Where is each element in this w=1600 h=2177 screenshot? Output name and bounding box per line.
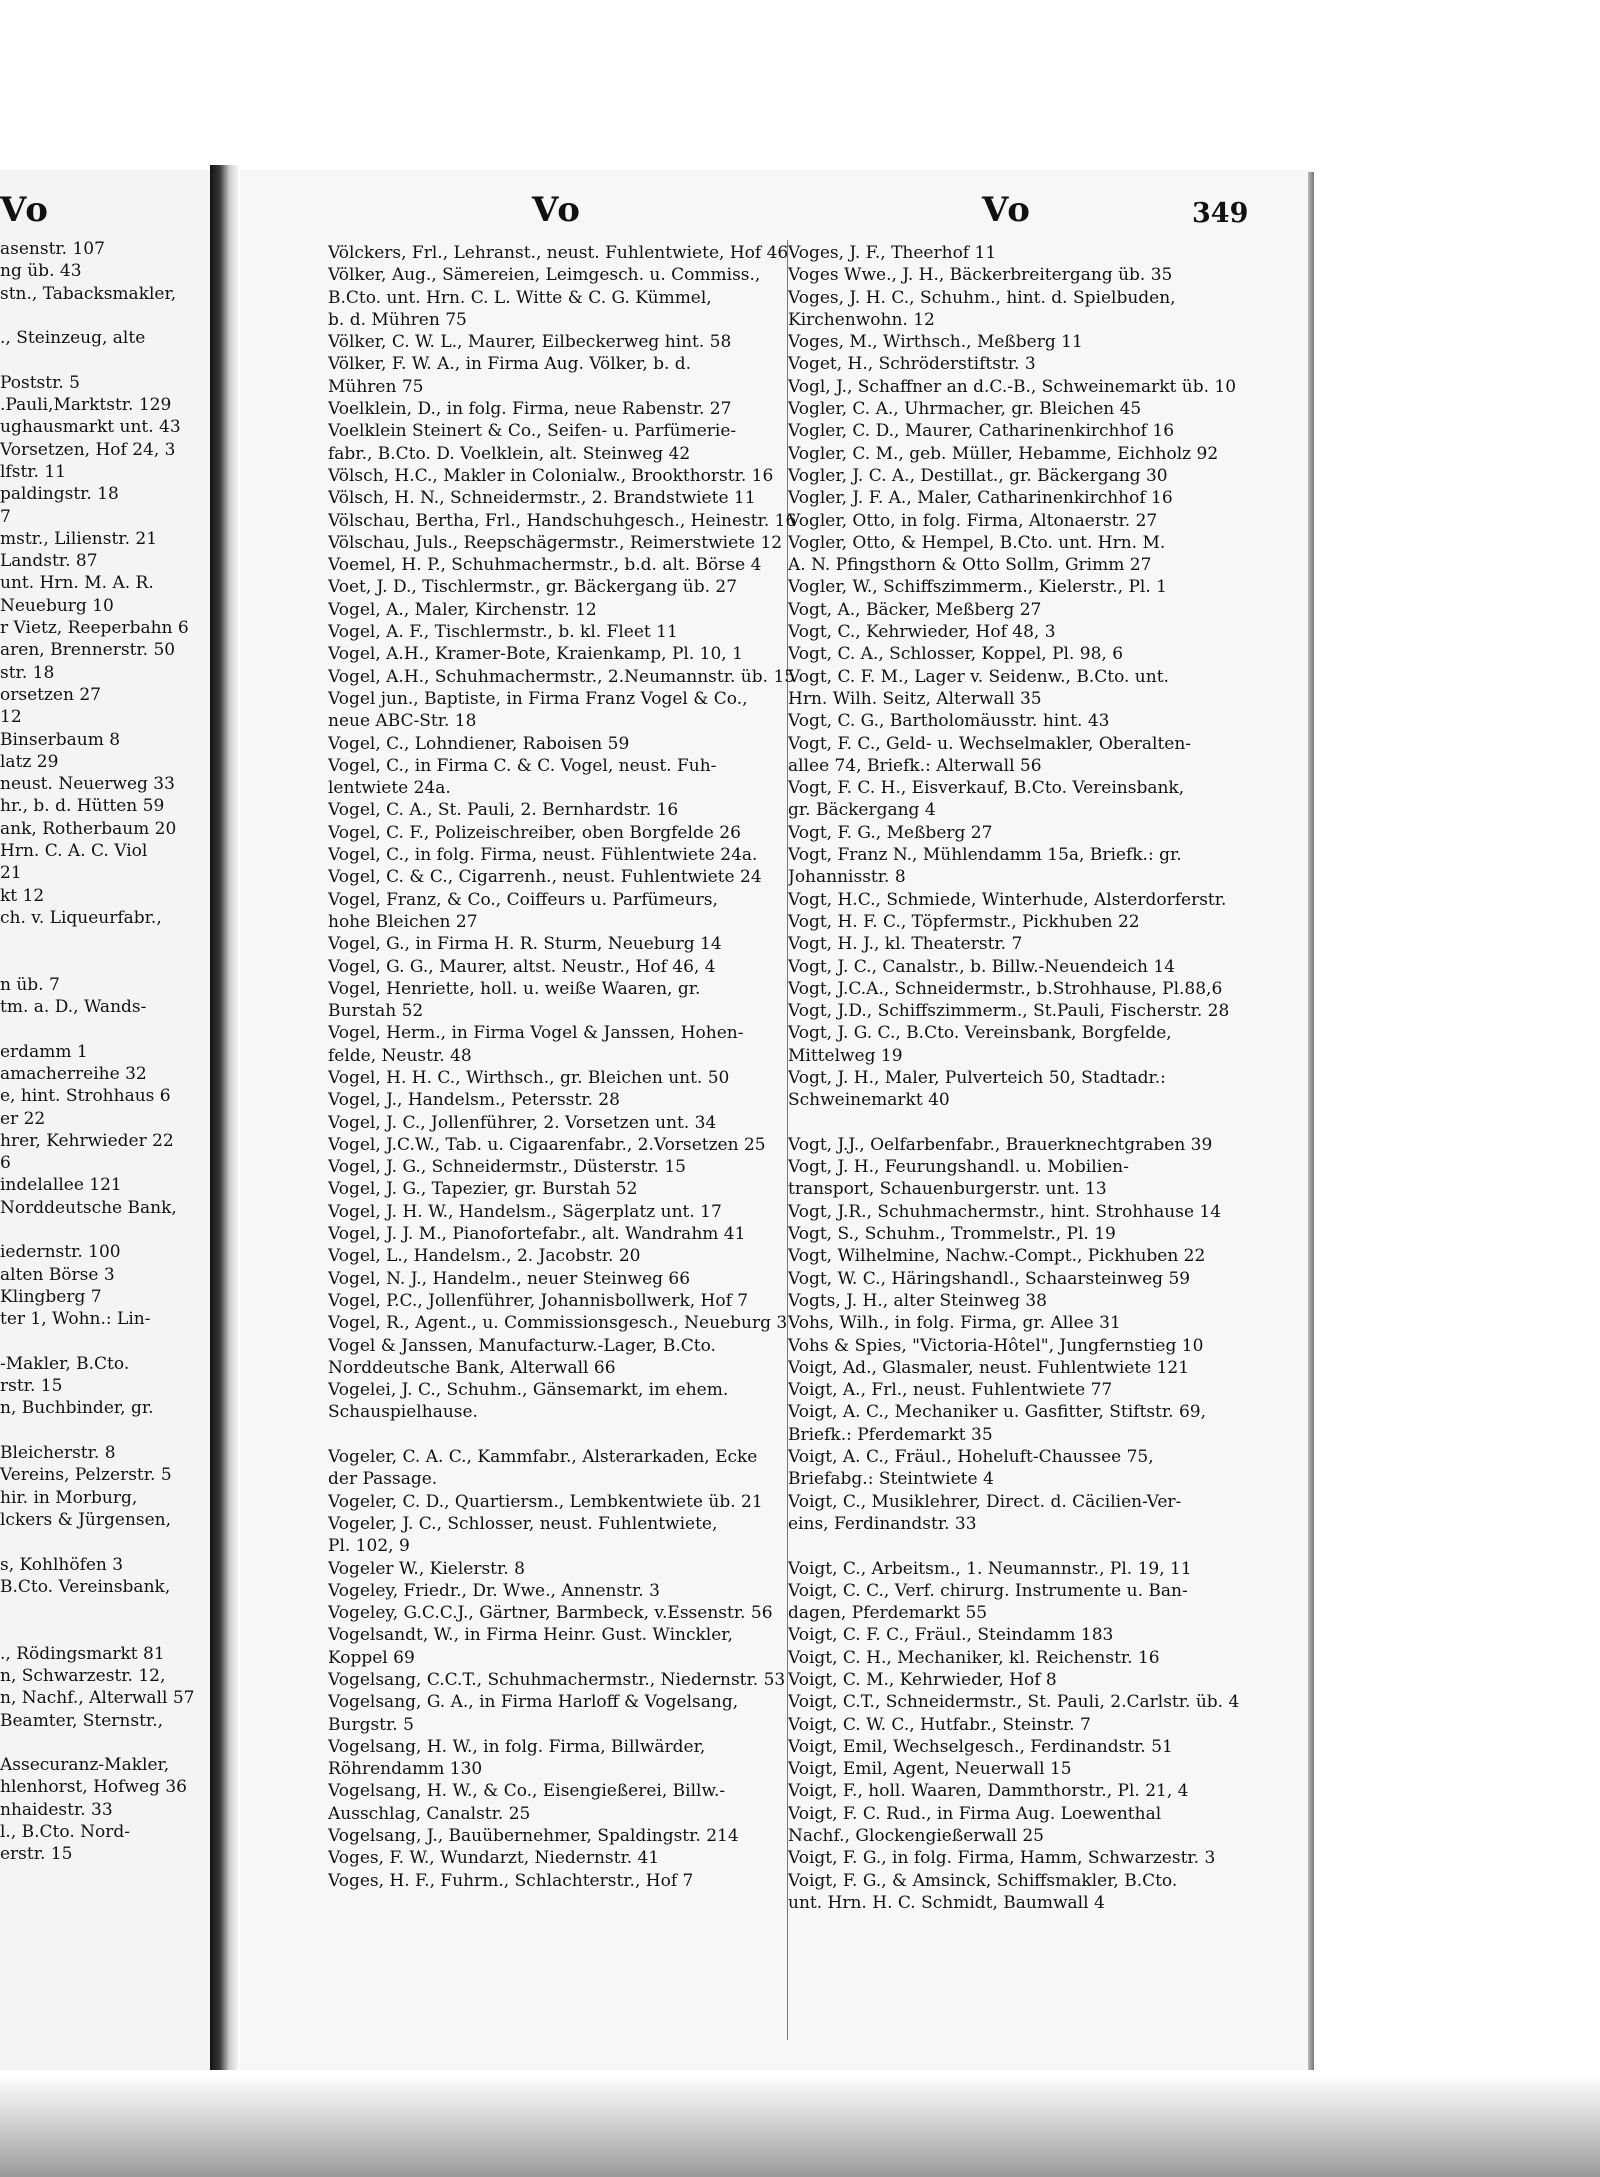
directory-entry-line: .Pauli,Marktstr. 129	[0, 395, 172, 416]
directory-entry-line: Vogel, Henriette, holl. u. weiße Waaren, gr.	[328, 978, 701, 999]
directory-entry-line: Vogel, J. G., Tapezier, gr. Burstah 52	[328, 1179, 638, 1200]
directory-entry-line: r Vietz, Reeperbahn 6	[0, 618, 189, 639]
directory-entry-line: Voigt, F. G., in folg. Firma, Hamm, Schwarzestr. 3	[788, 1848, 1216, 1869]
scan-background	[0, 2075, 1600, 2177]
directory-entry-line: b. d. Mühren 75	[328, 309, 467, 330]
directory-entry-line: Beamter, Sternstr.,	[0, 1710, 164, 1731]
directory-entry-line: Vogler, C. M., geb. Müller, Hebamme, Eichholz 92	[788, 443, 1219, 464]
directory-entry-line: dagen, Pferdemarkt 55	[788, 1603, 988, 1624]
directory-entry-line: 7	[0, 506, 11, 527]
directory-entry-line: Vogeley, Friedr., Dr. Wwe., Annenstr. 3	[328, 1580, 660, 1601]
directory-entry-line: Voet, J. D., Tischlermstr., gr. Bäckergang üb. 27	[328, 577, 738, 598]
directory-entry-line: n, Nachf., Alterwall 57	[0, 1688, 195, 1709]
directory-entry-line: alten Börse 3	[0, 1264, 115, 1285]
directory-entry-line: Vogt, F. G., Meßberg 27	[788, 822, 993, 843]
directory-entry-line: Vogeler, J. C., Schlosser, neust. Fuhlentwiete,	[328, 1513, 718, 1534]
directory-entry-line: Vogel, Franz, & Co., Coiffeurs u. Parfümeurs,	[328, 889, 718, 910]
directory-entry-line: Vogt, C. G., Bartholomäusstr. hint. 43	[788, 711, 1110, 732]
directory-entry-line: Vogt, J.R., Schuhmachermstr., hint. Strohhause 14	[788, 1201, 1222, 1222]
directory-entry-line: Vogt, F. C. H., Eisverkauf, B.Cto. Vereinsbank,	[788, 778, 1185, 799]
directory-entry-line: Vogel, J., Handelsm., Petersstr. 28	[328, 1090, 620, 1111]
directory-entry-line: Kirchenwohn. 12	[788, 309, 935, 330]
directory-entry-line: hlenhorst, Hofweg 36	[0, 1777, 187, 1798]
directory-entry-line: ., Rödingsmarkt 81	[0, 1643, 165, 1664]
directory-entry-line: Vogt, J. H., Maler, Pulverteich 50, Stadtadr.:	[788, 1067, 1166, 1088]
directory-entry-line: Voges, J. F., Theerhof 11	[788, 243, 997, 263]
directory-entry-line: Ausschlag, Canalstr. 25	[328, 1803, 531, 1824]
right-page	[240, 170, 1312, 2070]
directory-entry-line: erdamm 1	[0, 1041, 88, 1062]
directory-entry-line: eins, Ferdinandstr. 33	[788, 1513, 977, 1534]
directory-entry-line: Vogel, G., in Firma H. R. Sturm, Neueburg 14	[328, 934, 722, 955]
directory-entry-line: Völschau, Juls., Reepschägermstr., Reimerstwiete 12	[328, 532, 783, 553]
directory-entry-line: Vogt, C., Kehrwieder, Hof 48, 3	[788, 622, 1056, 643]
directory-entry-line: Vogelsang, J., Bauübernehmer, Spaldingstr. 214	[328, 1826, 739, 1847]
directory-entry-line	[0, 1598, 205, 1620]
directory-entry-line: Vogel, A.H., Schuhmachermstr., 2.Neumannstr. üb. 15	[328, 666, 796, 687]
directory-entry-line: Briefk.: Pferdemarkt 35	[788, 1424, 993, 1445]
directory-entry-line: mstr., Lilienstr. 21	[0, 528, 158, 549]
directory-entry-line: Voigt, F. G., & Amsinck, Schiffsmakler, B.Cto.	[788, 1870, 1178, 1891]
directory-entry-line: Vogel, C. A., St. Pauli, 2. Bernhardstr. 16	[328, 800, 679, 821]
directory-entry-line: Vogel jun., Baptiste, in Firma Franz Vogel & Co.,	[328, 688, 748, 709]
directory-entry-line: Vogt, F. C., Geld- u. Wechselmakler, Oberalten-	[788, 733, 1192, 754]
directory-entry-line: Binserbaum 8	[0, 729, 121, 750]
directory-entry-line: Vorsetzen, Hof 24, 3	[0, 439, 176, 460]
directory-entry-line: Voges, J. H. C., Schuhm., hint. d. Spielbuden,	[788, 287, 1176, 308]
directory-entry-line: iedernstr. 100	[0, 1242, 121, 1263]
directory-entry-line: -Makler, B.Cto.	[0, 1353, 130, 1374]
directory-entry-line: Voigt, A. C., Fräul., Hoheluft-Chaussee 75,	[788, 1447, 1154, 1468]
directory-entry-line: Vogt, J. H., Feurungshandl. u. Mobilien-	[788, 1157, 1129, 1178]
directory-entry-line: ng üb. 43	[0, 261, 82, 282]
directory-entry-line: Voigt, Ad., Glasmaler, neust. Fuhlentwiete 121	[788, 1357, 1190, 1378]
directory-entry-line: lfstr. 11	[0, 461, 66, 482]
directory-entry-line: A. N. Pfingsthorn & Otto Sollm, Grimm 27	[788, 555, 1152, 576]
directory-entry-line: paldingstr. 18	[0, 484, 119, 505]
directory-entry-line: Voges Wwe., J. H., Bäckerbreitergang üb. 35	[788, 265, 1173, 286]
directory-entry-line: Vogel, P.C., Jollenführer, Johannisbollwerk, Hof 7	[328, 1290, 749, 1311]
directory-entry-line: Vogel, A.H., Kramer-Bote, Kraienkamp, Pl. 10, 1	[328, 644, 743, 665]
directory-entry-line: Vogel, C., Lohndiener, Raboisen 59	[328, 733, 630, 754]
directory-entry-line: n, Schwarzestr. 12,	[0, 1666, 166, 1686]
directory-entry-line: Voigt, Emil, Wechselgesch., Ferdinandstr. 51	[788, 1736, 1173, 1757]
directory-entry-line: Voges, M., Wirthsch., Meßberg 11	[788, 332, 1083, 353]
directory-entry-line: Vogt, C. F. M., Lager v. Seidenw., B.Cto. unt.	[788, 666, 1169, 687]
directory-entry-line: Burstah 52	[328, 1001, 424, 1022]
directory-entry-line: Johannisstr. 8	[788, 867, 906, 888]
directory-entry-line: Vogeler, C. A. C., Kammfabr., Alsterarkaden, Ecke	[328, 1447, 758, 1468]
directory-entry-line: er 22	[0, 1108, 46, 1129]
directory-entry-line: kt 12	[0, 885, 45, 906]
directory-entry-line: hohe Bleichen 27	[328, 911, 478, 932]
directory-entry-line: Vogel, C., in Firma C. & C. Vogel, neust. Fuh-	[328, 755, 717, 776]
directory-entry-line	[0, 952, 205, 974]
directory-entry-line: Völker, Aug., Sämereien, Leimgesch. u. Commiss.,	[328, 265, 761, 286]
directory-entry-line: Koppel 69	[328, 1647, 415, 1668]
directory-entry-line: ank, Rotherbaum 20	[0, 818, 177, 839]
directory-entry-line: Vogt, Franz N., Mühlendamm 15a, Briefk.: gr.	[788, 845, 1182, 866]
directory-entry-line: Vogt, Wilhelmine, Nachw.-Compt., Pickhuben 22	[788, 1246, 1206, 1267]
directory-entry-line: Voges, F. W., Wundarzt, Niedernstr. 41	[328, 1848, 660, 1869]
directory-entry-line: Vogler, J. F. A., Maler, Catharinenkirchhof 16	[788, 488, 1173, 509]
directory-entry-line: Vogt, J.D., Schiffszimmerm., St.Pauli, Fischerstr. 28	[788, 1001, 1230, 1022]
directory-entry-line: Vogel, R., Agent., u. Commissionsgesch., Neueburg 3	[328, 1313, 788, 1334]
directory-entry-line: fabr., B.Cto. D. Voelklein, alt. Steinweg 42	[328, 443, 691, 464]
page-edge	[1308, 172, 1314, 2070]
directory-entry-line: Hrn. Wilh. Seitz, Alterwall 35	[788, 688, 1042, 709]
directory-entry-line: Vogel, J. J. M., Pianofortefabr., alt. Wandrahm 41	[328, 1224, 746, 1245]
directory-entry-line: neue ABC-Str. 18	[328, 711, 477, 732]
directory-entry-line: e, hint. Strohhaus 6	[0, 1086, 171, 1107]
directory-column-right	[788, 242, 1288, 1914]
directory-entry-line: latz 29	[0, 751, 59, 772]
book-gutter	[210, 165, 238, 2070]
directory-entry-line: Assecuranz-Makler,	[0, 1755, 170, 1776]
directory-entry-line: unt. Hrn. M. A. R.	[0, 573, 154, 594]
directory-entry-line: Voigt, C.T., Schneidermstr., St. Pauli, 2.Carlstr. üb. 4	[788, 1692, 1240, 1713]
directory-entry-line: Voemel, H. P., Schuhmachermstr., b.d. alt. Börse 4	[328, 555, 762, 576]
directory-entry-line	[788, 1112, 1288, 1134]
directory-entry-line: 6	[0, 1153, 11, 1174]
directory-entry-line: Voigt, C. H., Mechaniker, kl. Reichenstr. 16	[788, 1647, 1160, 1668]
directory-entry-line: Vogelsang, H. W., in folg. Firma, Billwärder,	[328, 1736, 706, 1757]
directory-entry-line: Vogler, C. A., Uhrmacher, gr. Bleichen 45	[788, 399, 1142, 420]
directory-column-left	[328, 242, 796, 1892]
directory-entry-line: Vogt, J. G. C., B.Cto. Vereinsbank, Borgfelde,	[788, 1023, 1172, 1044]
directory-entry-line: felde, Neustr. 48	[328, 1045, 472, 1066]
directory-entry-line: Vogel, C., in folg. Firma, neust. Fühlentwiete 24a.	[328, 845, 758, 866]
directory-entry-line	[0, 1620, 205, 1642]
left-page	[0, 170, 230, 2070]
directory-entry-line: Vogelsandt, W., in Firma Heinr. Gust. Winckler,	[328, 1625, 733, 1646]
directory-entry-line: Voigt, F., holl. Waaren, Dammthorstr., Pl. 21, 4	[788, 1781, 1189, 1802]
directory-entry-line: Vogel, N. J., Handelm., neuer Steinweg 66	[328, 1268, 691, 1289]
directory-entry-line	[0, 1732, 205, 1754]
directory-entry-line: Vogel, J. H. W., Handelsm., Sägerplatz unt. 17	[328, 1201, 722, 1222]
directory-entry-line: 21	[0, 863, 22, 884]
directory-entry-line: Nachf., Glockengießerwall 25	[788, 1826, 1044, 1847]
directory-entry-line: Vogl, J., Schaffner an d.C.-B., Schweinemarkt üb. 10	[788, 376, 1237, 397]
directory-entry-line: Vogt, W. C., Häringshandl., Schaarsteinweg 59	[788, 1268, 1191, 1289]
directory-entry-line: Vogler, W., Schiffszimmerm., Kielerstr., Pl. 1	[788, 577, 1167, 598]
directory-entry-line: hir. in Morburg,	[0, 1487, 138, 1508]
directory-entry-line: Röhrendamm 130	[328, 1759, 483, 1780]
directory-entry-line: Vogel & Janssen, Manufacturw.-Lager, B.Cto.	[328, 1335, 716, 1356]
directory-entry-line: Vogts, J. H., alter Steinweg 38	[788, 1290, 1047, 1311]
directory-entry-line: Vogt, S., Schuhm., Trommelstr., Pl. 19	[788, 1224, 1116, 1245]
directory-entry-line: ., Steinzeug, alte	[0, 328, 146, 349]
directory-entry-line: orsetzen 27	[0, 684, 101, 705]
directory-entry-line: Vogt, A., Bäcker, Meßberg 27	[788, 599, 1042, 620]
page-number: 349	[1192, 198, 1249, 229]
directory-entry-line: B.Cto. Vereinsbank,	[0, 1576, 171, 1597]
directory-entry-line: Vohs & Spies, "Victoria-Hôtel", Jungfernstieg 10	[788, 1335, 1204, 1356]
directory-entry-line: Vogel, H. H. C., Wirthsch., gr. Bleichen unt. 50	[328, 1067, 730, 1088]
directory-entry-line: Völckers, Frl., Lehranst., neust. Fuhlentwiete, Hof 46	[328, 243, 789, 263]
directory-entry-line: n üb. 7	[0, 974, 60, 995]
directory-entry-line: ughausmarkt unt. 43	[0, 417, 181, 438]
directory-entry-line: Vogel, C. & C., Cigarrenh., neust. Fuhlentwiete 24	[328, 867, 762, 888]
directory-entry-line: rstr. 15	[0, 1376, 63, 1397]
directory-entry-line: s, Kohlhöfen 3	[0, 1554, 124, 1575]
directory-entry-line: Völker, F. W. A., in Firma Aug. Völker, b. d.	[328, 354, 692, 375]
directory-entry-line: unt. Hrn. H. C. Schmidt, Baumwall 4	[788, 1892, 1105, 1913]
directory-entry-line: Vogt, J.C.A., Schneidermstr., b.Strohhause, Pl.88,6	[788, 978, 1223, 999]
directory-entry-line	[0, 305, 205, 327]
directory-entry-line: Vogt, H. F. C., Töpfermstr., Pickhuben 22	[788, 911, 1140, 932]
directory-entry-line: Pl. 102, 9	[328, 1536, 410, 1557]
directory-entry-line	[0, 349, 205, 371]
directory-entry-line: Mittelweg 19	[788, 1045, 903, 1066]
directory-entry-line: tm. a. D., Wands-	[0, 997, 147, 1018]
directory-entry-line: Vogel, J. G., Schneidermstr., Düsterstr. 15	[328, 1157, 686, 1178]
directory-entry-line: Voigt, F. C. Rud., in Firma Aug. Loewenthal	[788, 1803, 1162, 1824]
directory-entry-line: Voigt, C. W. C., Hutfabr., Steinstr. 7	[788, 1714, 1091, 1735]
directory-entry-line: 12	[0, 707, 22, 728]
directory-entry-line: Voigt, C., Arbeitsm., 1. Neumannstr., Pl. 19, 11	[788, 1558, 1192, 1579]
directory-entry-line: str. 18	[0, 662, 55, 683]
directory-entry-line: Voigt, A., Frl., neust. Fuhlentwiete 77	[788, 1380, 1113, 1401]
directory-entry-line: hr., b. d. Hütten 59	[0, 796, 165, 817]
directory-entry-line: Hrn. C. A. C. Viol	[0, 841, 148, 862]
directory-entry-line: Neueburg 10	[0, 595, 114, 616]
directory-entry-line: Norddeutsche Bank,	[0, 1197, 177, 1218]
directory-entry-line: Voget, H., Schröderstiftstr. 3	[788, 354, 1036, 375]
directory-entry-line: gr. Bäckergang 4	[788, 800, 936, 821]
directory-entry-line: Vogel, C. F., Polizeischreiber, oben Borgfelde 26	[328, 822, 741, 843]
directory-entry-line: Bleicherstr. 8	[0, 1443, 116, 1464]
directory-entry-line: lentwiete 24a.	[328, 778, 451, 799]
directory-entry-line: Vogel, L., Handelsm., 2. Jacobstr. 20	[328, 1246, 641, 1267]
right-column-header: Vo	[982, 190, 1032, 230]
directory-entry-line	[0, 1018, 205, 1040]
directory-entry-line: Vogeler, C. D., Quartiersm., Lembkentwiete üb. 21	[328, 1491, 763, 1512]
directory-entry-line: ch. v. Liqueurfabr.,	[0, 907, 162, 928]
directory-entry-line: transport, Schauenburgerstr. unt. 13	[788, 1179, 1107, 1200]
directory-entry-line: Vogeler W., Kielerstr. 8	[328, 1558, 525, 1579]
directory-entry-line: Vogt, H. J., kl. Theaterstr. 7	[788, 934, 1023, 955]
directory-entry-line: Vogler, Otto, in folg. Firma, Altonaerstr. 27	[788, 510, 1158, 531]
directory-entry-line	[0, 1531, 205, 1553]
directory-entry-line: ter 1, Wohn.: Lin-	[0, 1309, 151, 1330]
directory-entry-line	[788, 1535, 1288, 1557]
directory-entry-line	[0, 1420, 205, 1442]
directory-entry-line: Voelklein Steinert & Co., Seifen- u. Parfümerie-	[328, 421, 737, 442]
directory-entry-line: Briefabg.: Steintwiete 4	[788, 1469, 994, 1490]
directory-entry-line: Voigt, C., Musiklehrer, Direct. d. Cäcilien-Ver-	[788, 1491, 1182, 1512]
directory-entry-line: Vogler, Otto, & Hempel, B.Cto. unt. Hrn. M.	[788, 532, 1166, 553]
left-page-header: Vo	[0, 190, 50, 230]
directory-entry-line: Voigt, C. C., Verf. chirurg. Instrumente u. Ban-	[788, 1580, 1188, 1601]
directory-entry-line: Vohs, Wilh., in folg. Firma, gr. Allee 31	[788, 1313, 1121, 1334]
directory-entry-line: Voges, H. F., Fuhrm., Schlachterstr., Hof 7	[328, 1870, 694, 1891]
directory-entry-line: amacherreihe 32	[0, 1063, 147, 1084]
directory-entry-line: erstr. 15	[0, 1844, 73, 1865]
directory-entry-line: Poststr. 5	[0, 372, 80, 393]
directory-entry-line	[0, 1331, 205, 1353]
directory-entry-line	[0, 1219, 205, 1241]
directory-entry-line: nhaidestr. 33	[0, 1799, 113, 1820]
directory-entry-line	[0, 929, 205, 951]
directory-entry-line: indelallee 121	[0, 1175, 122, 1196]
directory-entry-line: Voigt, C. F. C., Fräul., Steindamm 183	[788, 1625, 1114, 1646]
directory-entry-line: Norddeutsche Bank, Alterwall 66	[328, 1357, 616, 1378]
directory-entry-line: Vogelsang, C.C.T., Schuhmachermstr., Niedernstr. 53	[328, 1670, 786, 1690]
directory-entry-line: Landstr. 87	[0, 551, 98, 572]
left-column-header: Vo	[532, 190, 582, 230]
directory-entry-line: Vogt, J. C., Canalstr., b. Billw.-Neuendeich 14	[788, 956, 1176, 977]
directory-entry-line: lckers & Jürgensen,	[0, 1509, 172, 1530]
left-page-column	[0, 238, 205, 1866]
directory-entry-line: Voigt, C. M., Kehrwieder, Hof 8	[788, 1670, 1057, 1690]
directory-entry-line: Vogt, H.C., Schmiede, Winterhude, Alsterdorferstr.	[788, 889, 1227, 910]
directory-entry-line: Vogel, G. G., Maurer, altst. Neustr., Hof 46, 4	[328, 956, 716, 977]
directory-entry-line: Vogelsang, H. W., & Co., Eisengießerei, Billw.-	[328, 1781, 726, 1802]
directory-entry-line: Klingberg 7	[0, 1286, 102, 1307]
directory-entry-line: Vogel, J. C., Jollenführer, 2. Vorsetzen unt. 34	[328, 1112, 717, 1133]
directory-entry-line: Schweinemarkt 40	[788, 1090, 950, 1111]
directory-entry-line: stn., Tabacksmakler,	[0, 283, 177, 304]
directory-entry-line: l., B.Cto. Nord-	[0, 1822, 130, 1843]
directory-entry-line: Vogt, J.J., Oelfarbenfabr., Brauerknechtgraben 39	[788, 1134, 1213, 1155]
directory-entry-line: Vogeley, G.C.C.J., Gärtner, Barmbeck, v.Essenstr. 56	[328, 1603, 773, 1624]
directory-entry-line: der Passage.	[328, 1469, 438, 1490]
directory-entry-line: Voelklein, D., in folg. Firma, neue Rabenstr. 27	[328, 399, 732, 420]
directory-entry-line: neust. Neuerweg 33	[0, 774, 175, 795]
directory-entry-line: Vogel, A., Maler, Kirchenstr. 12	[328, 599, 597, 620]
directory-entry-line: Völschau, Bertha, Frl., Handschuhgesch., Heinestr. 16	[328, 510, 796, 531]
directory-entry-line: Schauspielhause.	[328, 1402, 478, 1423]
directory-entry-line	[328, 1424, 796, 1446]
directory-entry-line: aren, Brennerstr. 50	[0, 640, 176, 661]
directory-entry-line: Vogel, J.C.W., Tab. u. Cigaarenfabr., 2.Vorsetzen 25	[328, 1134, 766, 1155]
directory-entry-line: Vogler, C. D., Maurer, Catharinenkirchhof 16	[788, 421, 1175, 442]
directory-entry-line: Völsch, H.C., Makler in Colonialw., Brookthorstr. 16	[328, 465, 774, 486]
directory-entry-line: Völsch, H. N., Schneidermstr., 2. Brandstwiete 11	[328, 488, 756, 509]
directory-entry-line: Vogt, C. A., Schlosser, Koppel, Pl. 98, 6	[788, 644, 1124, 665]
directory-entry-line: Burgstr. 5	[328, 1714, 414, 1735]
directory-entry-line: Voigt, A. C., Mechaniker u. Gasfitter, Stiftstr. 69,	[788, 1402, 1206, 1423]
directory-entry-line: Vogelsang, G. A., in Firma Harloff & Vogelsang,	[328, 1692, 739, 1713]
directory-entry-line: Vogler, J. C. A., Destillat., gr. Bäckergang 30	[788, 465, 1168, 486]
directory-entry-line: Vogel, A. F., Tischlermstr., b. kl. Fleet 11	[328, 622, 678, 643]
directory-entry-line: hrer, Kehrwieder 22	[0, 1130, 174, 1151]
directory-entry-line: Vogel, Herm., in Firma Vogel & Janssen, Hohen-	[328, 1023, 744, 1044]
directory-entry-line: Vogelei, J. C., Schuhm., Gänsemarkt, im ehem.	[328, 1380, 729, 1401]
directory-entry-line: Mühren 75	[328, 376, 424, 397]
directory-entry-line: asenstr. 107	[0, 239, 105, 259]
directory-entry-line: n, Buchbinder, gr.	[0, 1398, 154, 1419]
directory-entry-line: Völker, C. W. L., Maurer, Eilbeckerweg hint. 58	[328, 332, 732, 353]
directory-entry-line: allee 74, Briefk.: Alterwall 56	[788, 755, 1042, 776]
directory-entry-line: Vereins, Pelzerstr. 5	[0, 1465, 172, 1486]
directory-entry-line: Voigt, Emil, Agent, Neuerwall 15	[788, 1759, 1072, 1780]
directory-entry-line: B.Cto. unt. Hrn. C. L. Witte & C. G. Kümmel,	[328, 287, 712, 308]
